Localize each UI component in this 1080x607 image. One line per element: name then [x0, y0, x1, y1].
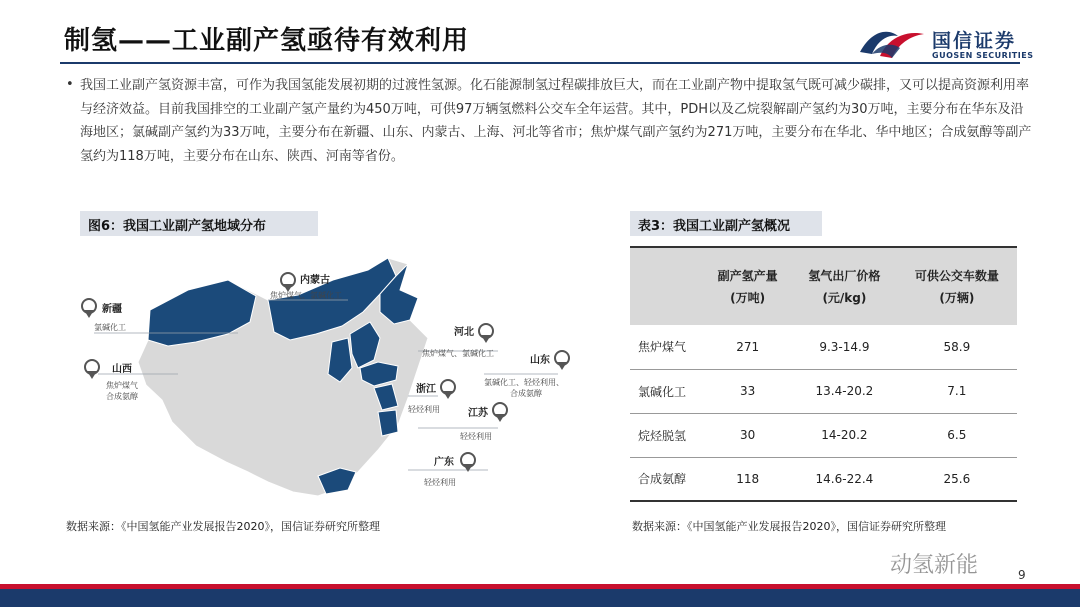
company-logo	[858, 24, 1034, 62]
label-jiangsu: 江苏	[468, 408, 488, 419]
table-cell: 9.3-14.9	[792, 325, 897, 369]
detail2-shandong: 合成氨醇	[510, 389, 542, 398]
table-cell: 33	[703, 369, 792, 413]
detail-zhejiang: 轻烃利用	[408, 405, 440, 414]
logo-english-name: GUOSEN SECURITIES	[932, 51, 1034, 60]
table-header-cell	[630, 247, 703, 325]
table-cell: 30	[703, 413, 792, 457]
detail-guangdong: 轻烃利用	[424, 478, 456, 487]
pin-neimenggu	[281, 273, 295, 292]
detail2-shanxi: 合成氨醇	[106, 392, 138, 401]
figure-source-note: 数据来源：《中国氢能产业发展报告2020》，国信证券研究所整理	[66, 520, 380, 533]
guosen-logo-icon	[858, 26, 926, 60]
pin-xinjiang	[82, 299, 96, 318]
wechat-watermark: 动氢新能	[890, 553, 979, 578]
table-row	[630, 457, 1017, 501]
table-cell: 氯碱化工	[630, 369, 703, 413]
table-cell: 118	[703, 457, 792, 501]
table-source-note: 数据来源：《中国氢能产业发展报告2020》，国信证券研究所整理	[632, 520, 946, 533]
pin-jiangsu	[493, 403, 507, 422]
detail-jiangsu: 轻烃利用	[460, 432, 492, 441]
table-header-cell: 可供公交车数量 (万辆)	[897, 247, 1017, 325]
detail-neimenggu: 焦炉煤气、氯碱化工	[270, 291, 342, 300]
table-cell: 14.6-22.4	[792, 457, 897, 501]
table-cell: 焦炉煤气	[630, 325, 703, 369]
hydrogen-overview-table	[630, 246, 1017, 502]
table-cell: 25.6	[897, 457, 1017, 501]
table-cell: 7.1	[897, 369, 1017, 413]
table-header-row	[630, 247, 1017, 325]
table-header-cell: 氢气出厂价格 (元/kg)	[792, 247, 897, 325]
label-guangdong: 广东	[434, 457, 454, 468]
table-cell: 14-20.2	[792, 413, 897, 457]
footer-bar	[0, 589, 1080, 607]
pin-guangdong	[461, 453, 475, 472]
table-row	[630, 325, 1017, 369]
table-cell: 6.5	[897, 413, 1017, 457]
pin-zhejiang	[441, 380, 455, 399]
header-divider	[60, 62, 1020, 64]
logo-chinese-name: 国信证券	[932, 30, 1017, 52]
table-row	[630, 413, 1017, 457]
map-region-zhejiang	[378, 410, 398, 436]
table-row	[630, 369, 1017, 413]
detail-hebei: 焦炉煤气、氯碱化工	[422, 349, 494, 358]
table-header-cell: 副产氢产量 (万吨)	[703, 247, 792, 325]
table-cell: 271	[703, 325, 792, 369]
figure-caption: 图6：我国工业副产氢地域分布	[80, 211, 318, 236]
summary-paragraph: 我国工业副产氢资源丰富，可作为我国氢能发展初期的过渡性氢源。化石能源制氢过程碳排放巨大，而在工业副产物中提取氢气既可减少碳排，又可以提高资源利用率与经济效益。目前我国排空的工业副产氢产量约为450万吨，可供97万辆氢燃料公交车全年运营。其中，PDH以及乙烷裂解副产氢约为30万吨，主要分布在华东及沿海地区；氯碱副产氢约为33万吨，主要分布在新疆、山东、内蒙古、上海、河北等省市；焦炉煤气副产氢约为271万吨，主要分布在华北、华中地区；合成氨醇等副产氢约为118万吨，主要分布在山东、陕西、河南等省份。	[80, 78, 1032, 164]
pin-shanxi	[85, 360, 99, 379]
label-xinjiang: 新疆	[102, 304, 122, 315]
table-cell: 合成氨醇	[630, 457, 703, 501]
label-shanxi: 山西	[112, 364, 132, 375]
bullet-marker: •	[66, 77, 74, 92]
label-hebei: 河北	[454, 327, 474, 338]
page-title: 制氢——工业副产氢亟待有效利用	[64, 26, 470, 56]
pin-hebei	[479, 324, 493, 343]
detail-xinjiang: 氯碱化工	[94, 323, 126, 332]
table-cell: 13.4-20.2	[792, 369, 897, 413]
label-neimenggu: 内蒙古	[300, 275, 330, 286]
table-cell: 烷烃脱氢	[630, 413, 703, 457]
detail-shanxi: 焦炉煤气	[106, 381, 138, 390]
table-cell: 58.9	[897, 325, 1017, 369]
label-zhejiang: 浙江	[416, 384, 436, 395]
page-number: 9	[1018, 568, 1026, 582]
detail-shandong: 氯碱化工、轻烃利用、	[484, 378, 564, 387]
pin-shandong	[555, 351, 569, 370]
label-shandong: 山东	[530, 355, 550, 366]
china-hydrogen-map	[78, 250, 606, 512]
table-caption: 表3：我国工业副产氢概况	[630, 211, 822, 236]
